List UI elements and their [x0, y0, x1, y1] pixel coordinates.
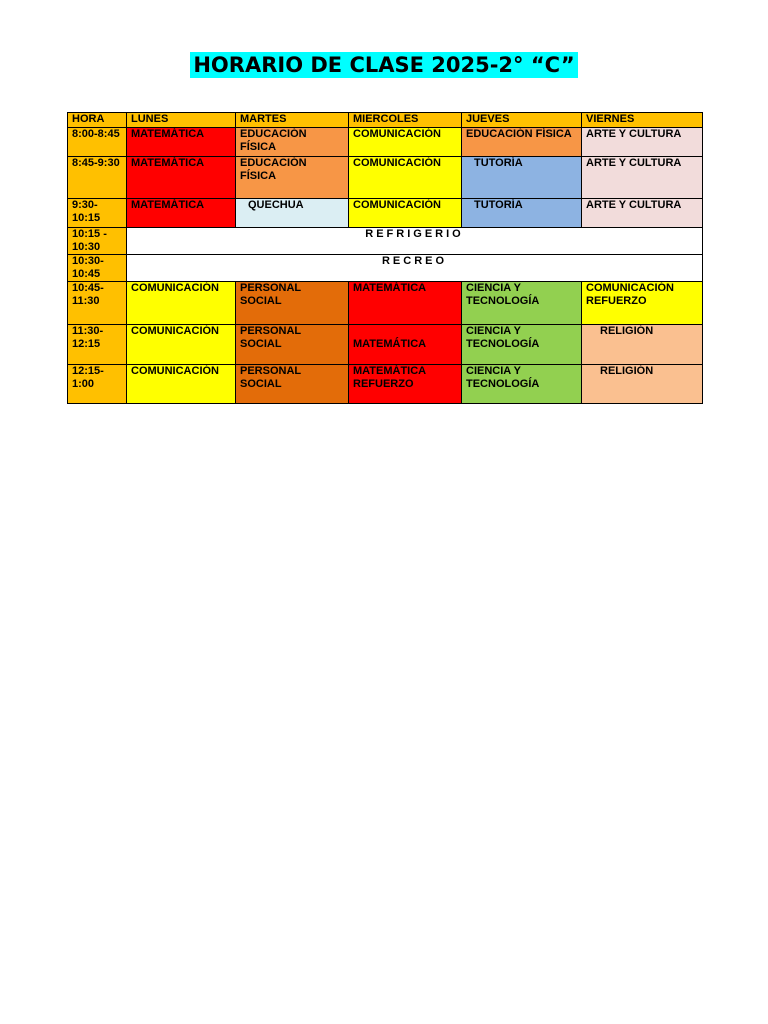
subject-cell: MATEMÁTICA REFUERZO — [349, 365, 462, 404]
schedule-table — [67, 112, 703, 404]
time-cell: 10:15 - 10:30 — [68, 228, 127, 255]
subject-cell: EDUCACIÓN FÍSICA — [236, 157, 349, 199]
subject-cell: COMUNICACIÓN — [127, 282, 236, 325]
table-row — [68, 325, 703, 365]
page-title: HORARIO DE CLASE 2025-2° “C” — [190, 52, 577, 78]
subject-cell: COMUNICACIÓN — [127, 325, 236, 365]
time-cell: 10:45- 11:30 — [68, 282, 127, 325]
subject-cell: PERSONAL SOCIAL — [236, 282, 349, 325]
subject-cell: TUTORÍA — [462, 199, 582, 228]
subject-cell: CIENCIA Y TECNOLOGÍA — [462, 325, 582, 365]
table-row — [68, 199, 703, 228]
subject-cell: COMUNICACIÓN — [349, 157, 462, 199]
table-row — [68, 282, 703, 325]
header-hora: HORA — [68, 113, 127, 128]
subject-cell: COMUNICACIÓN REFUERZO — [582, 282, 703, 325]
table-row — [68, 128, 703, 157]
time-cell: 8:00-8:45 — [68, 128, 127, 157]
header-miercoles: MIERCOLES — [349, 113, 462, 128]
time-cell: 10:30- 10:45 — [68, 255, 127, 282]
subject-cell: QUECHUA — [236, 199, 349, 228]
header-viernes: VIERNES — [582, 113, 703, 128]
header-lunes: LUNES — [127, 113, 236, 128]
subject-cell: MATEMÁTICA — [127, 157, 236, 199]
time-cell: 12:15- 1:00 — [68, 365, 127, 404]
subject-cell: MATEMÁTICA — [127, 199, 236, 228]
subject-cell: PERSONAL SOCIAL — [236, 365, 349, 404]
time-cell: 8:45-9:30 — [68, 157, 127, 199]
time-cell: 9:30- 10:15 — [68, 199, 127, 228]
subject-cell: ARTE Y CULTURA — [582, 128, 703, 157]
header-martes: MARTES — [236, 113, 349, 128]
subject-cell: ARTE Y CULTURA — [582, 199, 703, 228]
subject-cell: CIENCIA Y TECNOLOGÍA — [462, 365, 582, 404]
title-wrap — [0, 52, 768, 78]
subject-cell: PERSONAL SOCIAL — [236, 325, 349, 365]
subject-cell: MATEMÁTICA — [349, 325, 462, 365]
table-row — [68, 255, 703, 282]
header-jueves: JUEVES — [462, 113, 582, 128]
time-cell: 11:30- 12:15 — [68, 325, 127, 365]
subject-cell: EDUCACIÓN FÍSICA — [462, 128, 582, 157]
break-cell-recreo: RECREO — [127, 255, 703, 282]
subject-cell: CIENCIA Y TECNOLOGÍA — [462, 282, 582, 325]
subject-cell: RELIGIÓN — [582, 365, 703, 404]
subject-cell: RELIGIÓN — [582, 325, 703, 365]
table-row — [68, 157, 703, 199]
subject-cell: COMUNICACIÓN — [127, 365, 236, 404]
table-row — [68, 365, 703, 404]
subject-cell: ARTE Y CULTURA — [582, 157, 703, 199]
header-row — [68, 113, 703, 128]
subject-cell: COMUNICACIÓN — [349, 199, 462, 228]
subject-cell: MATEMÁTICA — [127, 128, 236, 157]
table-row — [68, 228, 703, 255]
subject-cell: TUTORÍA — [462, 157, 582, 199]
subject-cell: COMUNICACIÓN — [349, 128, 462, 157]
subject-cell: MATEMÁTICA — [349, 282, 462, 325]
subject-cell: EDUCACIÓN FÍSICA — [236, 128, 349, 157]
break-cell-refrigerio: REFRIGERIO — [127, 228, 703, 255]
